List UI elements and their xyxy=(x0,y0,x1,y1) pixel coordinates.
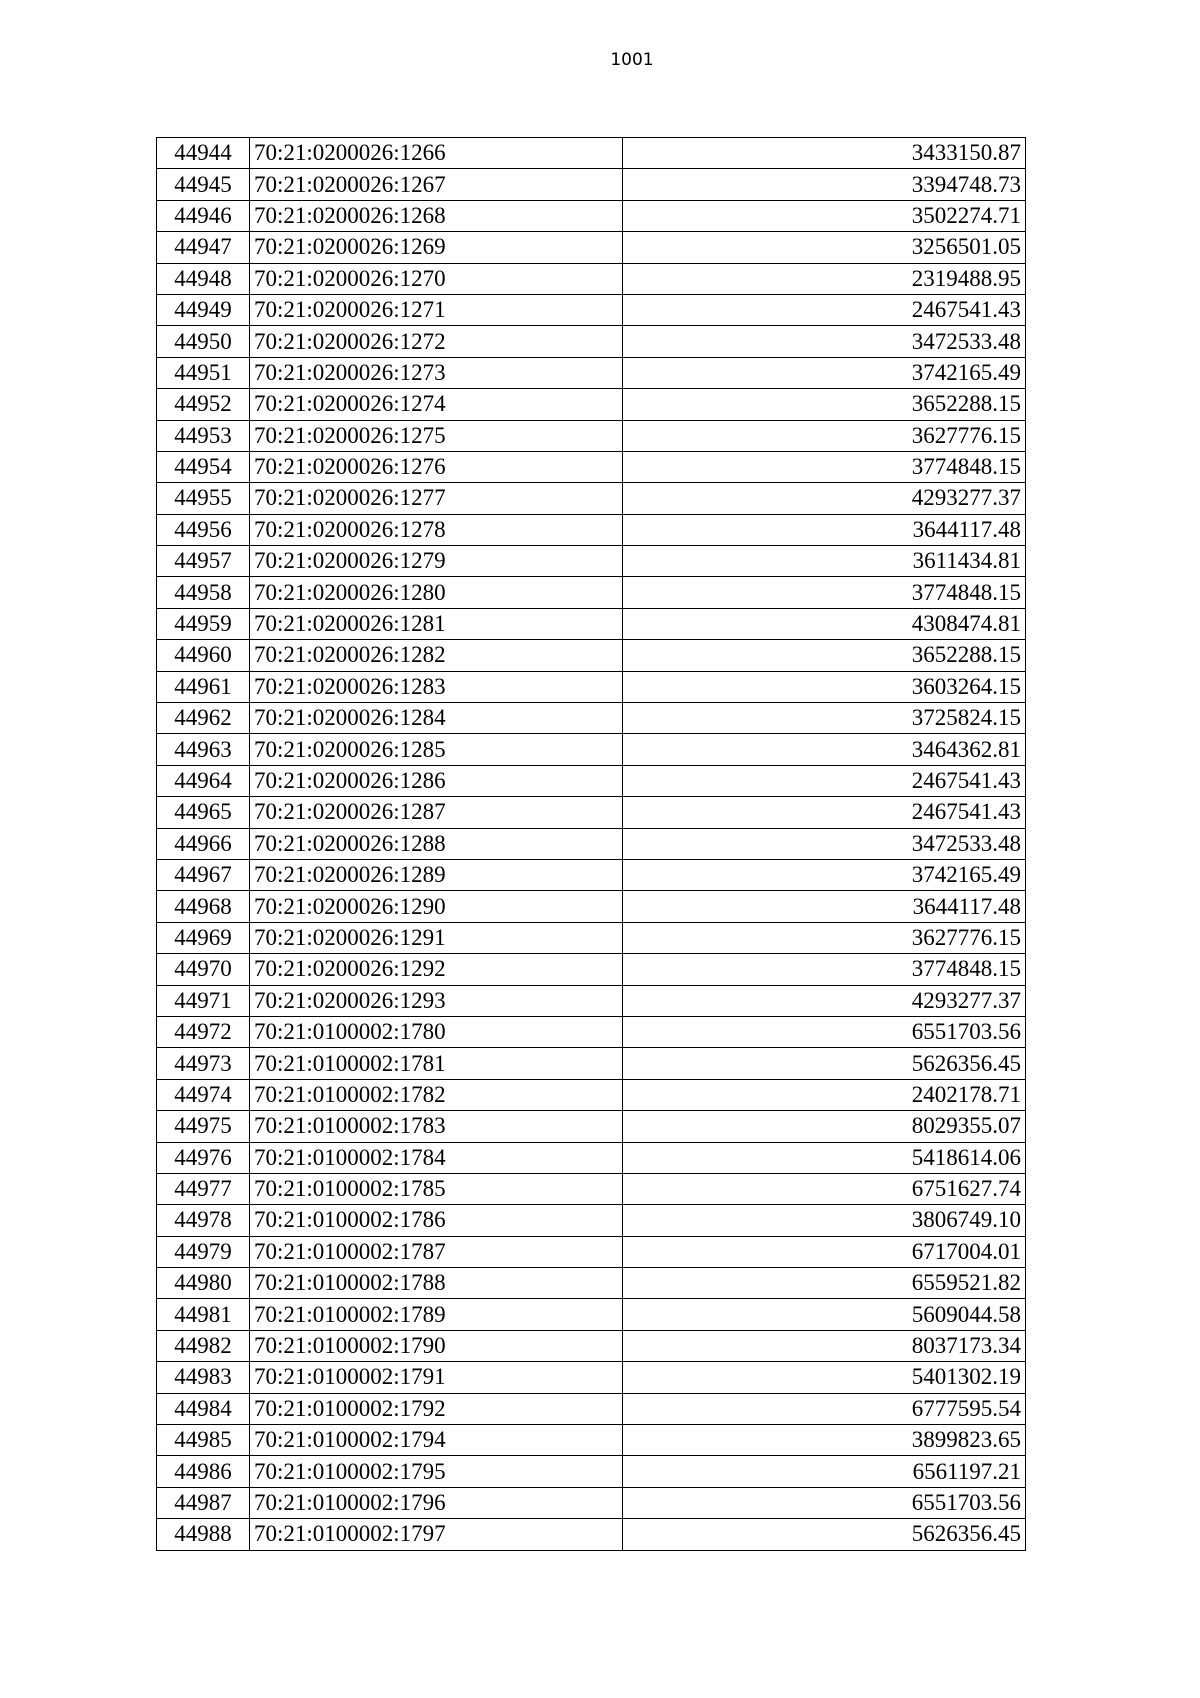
table-row xyxy=(157,640,1026,671)
cadastral-number-cell: 70:21:0200026:1289 xyxy=(250,859,623,890)
table-row xyxy=(157,1142,1026,1173)
value-cell: 5626356.45 xyxy=(623,1519,1026,1550)
value-cell: 3725824.15 xyxy=(623,703,1026,734)
table-row xyxy=(157,169,1026,200)
table-row xyxy=(157,357,1026,388)
cadastral-number-cell: 70:21:0100002:1787 xyxy=(250,1236,623,1267)
table-row xyxy=(157,1362,1026,1393)
table-row xyxy=(157,577,1026,608)
row-number-cell: 44956 xyxy=(157,514,250,545)
row-number-cell: 44957 xyxy=(157,546,250,577)
value-cell: 3774848.15 xyxy=(623,577,1026,608)
row-number-cell: 44985 xyxy=(157,1425,250,1456)
table-row xyxy=(157,1393,1026,1424)
cadastral-number-cell: 70:21:0100002:1795 xyxy=(250,1456,623,1487)
cadastral-number-cell: 70:21:0100002:1788 xyxy=(250,1268,623,1299)
row-number-cell: 44948 xyxy=(157,263,250,294)
table-row xyxy=(157,1111,1026,1142)
row-number-cell: 44952 xyxy=(157,389,250,420)
value-cell: 3603264.15 xyxy=(623,671,1026,702)
cadastral-number-cell: 70:21:0200026:1290 xyxy=(250,891,623,922)
cadastral-number-cell: 70:21:0100002:1796 xyxy=(250,1487,623,1518)
value-cell: 3806749.10 xyxy=(623,1205,1026,1236)
table-row xyxy=(157,671,1026,702)
table-row xyxy=(157,1487,1026,1518)
cadastral-number-cell: 70:21:0200026:1276 xyxy=(250,451,623,482)
value-cell: 3472533.48 xyxy=(623,326,1026,357)
value-cell: 5609044.58 xyxy=(623,1299,1026,1330)
cadastral-number-cell: 70:21:0200026:1266 xyxy=(250,138,623,169)
table-row xyxy=(157,765,1026,796)
value-cell: 3652288.15 xyxy=(623,640,1026,671)
cadastral-number-cell: 70:21:0200026:1288 xyxy=(250,828,623,859)
value-cell: 2467541.43 xyxy=(623,294,1026,325)
row-number-cell: 44959 xyxy=(157,608,250,639)
table-row xyxy=(157,546,1026,577)
table-row xyxy=(157,891,1026,922)
value-cell: 3627776.15 xyxy=(623,922,1026,953)
table-row xyxy=(157,1079,1026,1110)
table-row xyxy=(157,608,1026,639)
row-number-cell: 44970 xyxy=(157,954,250,985)
table-row xyxy=(157,1330,1026,1361)
table-row xyxy=(157,1268,1026,1299)
cadastral-number-cell: 70:21:0100002:1790 xyxy=(250,1330,623,1361)
table-row xyxy=(157,483,1026,514)
value-cell: 8037173.34 xyxy=(623,1330,1026,1361)
cadastral-number-cell: 70:21:0200026:1285 xyxy=(250,734,623,765)
value-cell: 3611434.81 xyxy=(623,546,1026,577)
table-row xyxy=(157,1048,1026,1079)
table-row xyxy=(157,859,1026,890)
cadastral-number-cell: 70:21:0200026:1287 xyxy=(250,797,623,828)
table-row xyxy=(157,1425,1026,1456)
row-number-cell: 44988 xyxy=(157,1519,250,1550)
value-cell: 8029355.07 xyxy=(623,1111,1026,1142)
table-row xyxy=(157,138,1026,169)
row-number-cell: 44944 xyxy=(157,138,250,169)
table-row xyxy=(157,263,1026,294)
row-number-cell: 44955 xyxy=(157,483,250,514)
value-cell: 2319488.95 xyxy=(623,263,1026,294)
table-row xyxy=(157,200,1026,231)
value-cell: 6551703.56 xyxy=(623,1016,1026,1047)
cadastral-number-cell: 70:21:0100002:1785 xyxy=(250,1173,623,1204)
cadastral-number-cell: 70:21:0200026:1271 xyxy=(250,294,623,325)
cadastral-number-cell: 70:21:0200026:1280 xyxy=(250,577,623,608)
cadastral-number-cell: 70:21:0200026:1267 xyxy=(250,169,623,200)
row-number-cell: 44982 xyxy=(157,1330,250,1361)
cadastral-number-cell: 70:21:0200026:1272 xyxy=(250,326,623,357)
page-number: 1001 xyxy=(610,50,654,70)
row-number-cell: 44983 xyxy=(157,1362,250,1393)
row-number-cell: 44964 xyxy=(157,765,250,796)
value-cell: 3394748.73 xyxy=(623,169,1026,200)
row-number-cell: 44980 xyxy=(157,1268,250,1299)
value-cell: 6717004.01 xyxy=(623,1236,1026,1267)
value-cell: 3464362.81 xyxy=(623,734,1026,765)
cadastral-number-cell: 70:21:0200026:1270 xyxy=(250,263,623,294)
cadastral-number-cell: 70:21:0100002:1791 xyxy=(250,1362,623,1393)
row-number-cell: 44978 xyxy=(157,1205,250,1236)
value-cell: 2467541.43 xyxy=(623,765,1026,796)
cadastral-number-cell: 70:21:0200026:1277 xyxy=(250,483,623,514)
row-number-cell: 44977 xyxy=(157,1173,250,1204)
row-number-cell: 44951 xyxy=(157,357,250,388)
table-body xyxy=(157,138,1026,1551)
value-cell: 5626356.45 xyxy=(623,1048,1026,1079)
cadastral-number-cell: 70:21:0100002:1797 xyxy=(250,1519,623,1550)
value-cell: 3644117.48 xyxy=(623,891,1026,922)
value-cell: 4293277.37 xyxy=(623,483,1026,514)
table-row xyxy=(157,1519,1026,1550)
value-cell: 3899823.65 xyxy=(623,1425,1026,1456)
value-cell: 3742165.49 xyxy=(623,357,1026,388)
table-row xyxy=(157,828,1026,859)
row-number-cell: 44946 xyxy=(157,200,250,231)
value-cell: 3627776.15 xyxy=(623,420,1026,451)
cadastral-number-cell: 70:21:0200026:1278 xyxy=(250,514,623,545)
row-number-cell: 44962 xyxy=(157,703,250,734)
value-cell: 3472533.48 xyxy=(623,828,1026,859)
table-row xyxy=(157,326,1026,357)
value-cell: 6561197.21 xyxy=(623,1456,1026,1487)
cadastral-number-cell: 70:21:0200026:1282 xyxy=(250,640,623,671)
table-row xyxy=(157,389,1026,420)
table-row xyxy=(157,954,1026,985)
cadastral-number-cell: 70:21:0200026:1273 xyxy=(250,357,623,388)
row-number-cell: 44953 xyxy=(157,420,250,451)
row-number-cell: 44973 xyxy=(157,1048,250,1079)
cadastral-number-cell: 70:21:0200026:1292 xyxy=(250,954,623,985)
row-number-cell: 44967 xyxy=(157,859,250,890)
value-cell: 5401302.19 xyxy=(623,1362,1026,1393)
row-number-cell: 44969 xyxy=(157,922,250,953)
table-row xyxy=(157,1205,1026,1236)
value-cell: 2402178.71 xyxy=(623,1079,1026,1110)
table-row xyxy=(157,232,1026,263)
row-number-cell: 44979 xyxy=(157,1236,250,1267)
cadastral-number-cell: 70:21:0100002:1792 xyxy=(250,1393,623,1424)
table-row xyxy=(157,797,1026,828)
value-cell: 4293277.37 xyxy=(623,985,1026,1016)
row-number-cell: 44975 xyxy=(157,1111,250,1142)
cadastral-number-cell: 70:21:0200026:1274 xyxy=(250,389,623,420)
table-row xyxy=(157,985,1026,1016)
cadastral-number-cell: 70:21:0200026:1279 xyxy=(250,546,623,577)
table-row xyxy=(157,703,1026,734)
value-cell: 3652288.15 xyxy=(623,389,1026,420)
row-number-cell: 44966 xyxy=(157,828,250,859)
row-number-cell: 44960 xyxy=(157,640,250,671)
row-number-cell: 44958 xyxy=(157,577,250,608)
cadastral-number-cell: 70:21:0100002:1789 xyxy=(250,1299,623,1330)
table-row xyxy=(157,1456,1026,1487)
value-cell: 3433150.87 xyxy=(623,138,1026,169)
cadastral-number-cell: 70:21:0100002:1786 xyxy=(250,1205,623,1236)
value-cell: 6551703.56 xyxy=(623,1487,1026,1518)
value-cell: 5418614.06 xyxy=(623,1142,1026,1173)
cadastral-number-cell: 70:21:0200026:1286 xyxy=(250,765,623,796)
row-number-cell: 44968 xyxy=(157,891,250,922)
cadastral-number-cell: 70:21:0100002:1780 xyxy=(250,1016,623,1047)
cadastral-number-cell: 70:21:0200026:1293 xyxy=(250,985,623,1016)
row-number-cell: 44987 xyxy=(157,1487,250,1518)
cadastral-number-cell: 70:21:0200026:1284 xyxy=(250,703,623,734)
value-cell: 3644117.48 xyxy=(623,514,1026,545)
cadastral-number-cell: 70:21:0200026:1283 xyxy=(250,671,623,702)
row-number-cell: 44984 xyxy=(157,1393,250,1424)
row-number-cell: 44986 xyxy=(157,1456,250,1487)
table-row xyxy=(157,922,1026,953)
cadastral-value-table xyxy=(156,137,1026,1551)
value-cell: 6777595.54 xyxy=(623,1393,1026,1424)
table-row xyxy=(157,1299,1026,1330)
table-row xyxy=(157,734,1026,765)
row-number-cell: 44963 xyxy=(157,734,250,765)
cadastral-number-cell: 70:21:0100002:1782 xyxy=(250,1079,623,1110)
table-row xyxy=(157,514,1026,545)
row-number-cell: 44972 xyxy=(157,1016,250,1047)
cadastral-number-cell: 70:21:0100002:1783 xyxy=(250,1111,623,1142)
cadastral-number-cell: 70:21:0200026:1281 xyxy=(250,608,623,639)
value-cell: 6559521.82 xyxy=(623,1268,1026,1299)
cadastral-number-cell: 70:21:0200026:1268 xyxy=(250,200,623,231)
cadastral-number-cell: 70:21:0100002:1784 xyxy=(250,1142,623,1173)
row-number-cell: 44949 xyxy=(157,294,250,325)
value-cell: 3774848.15 xyxy=(623,451,1026,482)
value-cell: 3774848.15 xyxy=(623,954,1026,985)
cadastral-number-cell: 70:21:0200026:1291 xyxy=(250,922,623,953)
cadastral-number-cell: 70:21:0200026:1269 xyxy=(250,232,623,263)
row-number-cell: 44954 xyxy=(157,451,250,482)
value-cell: 3502274.71 xyxy=(623,200,1026,231)
row-number-cell: 44947 xyxy=(157,232,250,263)
table-row xyxy=(157,1173,1026,1204)
value-cell: 4308474.81 xyxy=(623,608,1026,639)
value-cell: 2467541.43 xyxy=(623,797,1026,828)
row-number-cell: 44976 xyxy=(157,1142,250,1173)
row-number-cell: 44950 xyxy=(157,326,250,357)
table-row xyxy=(157,451,1026,482)
cadastral-number-cell: 70:21:0200026:1275 xyxy=(250,420,623,451)
row-number-cell: 44981 xyxy=(157,1299,250,1330)
table-row xyxy=(157,1236,1026,1267)
row-number-cell: 44974 xyxy=(157,1079,250,1110)
value-cell: 3742165.49 xyxy=(623,859,1026,890)
row-number-cell: 44945 xyxy=(157,169,250,200)
cadastral-number-cell: 70:21:0100002:1794 xyxy=(250,1425,623,1456)
value-cell: 6751627.74 xyxy=(623,1173,1026,1204)
value-cell: 3256501.05 xyxy=(623,232,1026,263)
row-number-cell: 44965 xyxy=(157,797,250,828)
table-row xyxy=(157,294,1026,325)
row-number-cell: 44971 xyxy=(157,985,250,1016)
row-number-cell: 44961 xyxy=(157,671,250,702)
table-row xyxy=(157,1016,1026,1047)
cadastral-number-cell: 70:21:0100002:1781 xyxy=(250,1048,623,1079)
table-row xyxy=(157,420,1026,451)
